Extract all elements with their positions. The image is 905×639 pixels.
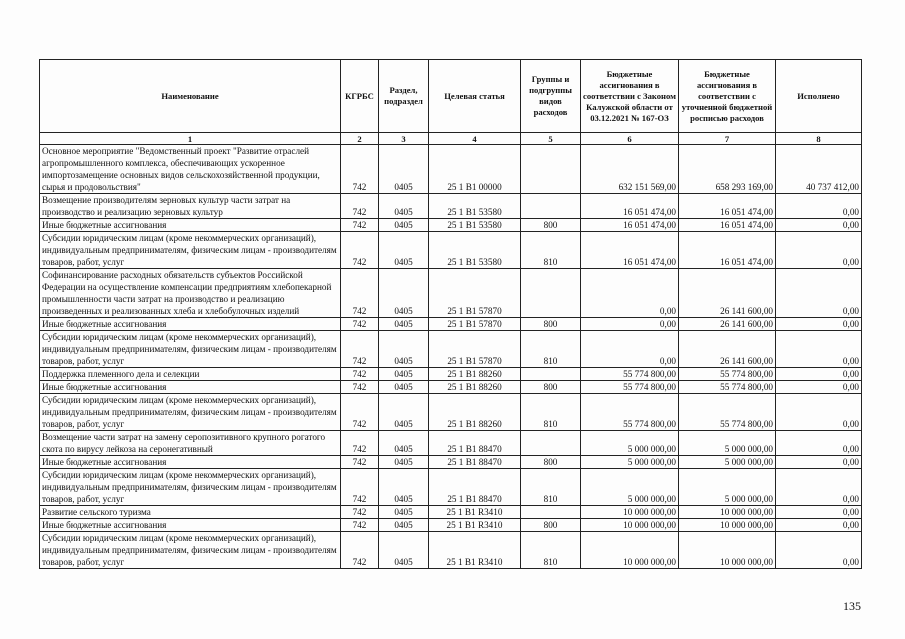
cell-executed: 0,00 [776, 469, 862, 506]
header-revised-allocations: Бюджетные ассигнования в соответствии с уточненной бюджетной росписью расходов [679, 60, 776, 133]
cell-revised-allocation: 10 000 000,00 [679, 506, 776, 519]
cell-executed: 0,00 [776, 456, 862, 469]
cell-section: 0405 [379, 232, 429, 269]
cell-law-allocation: 10 000 000,00 [581, 519, 679, 532]
cell-executed: 0,00 [776, 194, 862, 219]
cell-name: Субсидии юридическим лицам (кроме некоммерческих организаций), индивидуальным предпринимателям, физическим лицам - производителям товаров, работ, услуг [40, 469, 341, 506]
cell-section: 0405 [379, 194, 429, 219]
cell-section: 0405 [379, 394, 429, 431]
header-name: Наименование [40, 60, 341, 133]
cell-revised-allocation: 5 000 000,00 [679, 431, 776, 456]
cell-kgrbs: 742 [341, 368, 379, 381]
cell-section: 0405 [379, 331, 429, 368]
cell-expense-group [521, 368, 581, 381]
cell-expense-group [521, 145, 581, 194]
cell-kgrbs: 742 [341, 431, 379, 456]
cell-expense-group [521, 269, 581, 318]
cell-target-article: 25 1 B1 00000 [429, 145, 521, 194]
cell-law-allocation: 16 051 474,00 [581, 232, 679, 269]
cell-revised-allocation: 26 141 600,00 [679, 318, 776, 331]
column-number: 1 [40, 133, 341, 145]
table-row [40, 469, 862, 506]
budget-table [39, 59, 862, 569]
cell-expense-group [521, 506, 581, 519]
cell-revised-allocation: 55 774 800,00 [679, 381, 776, 394]
table-row [40, 219, 862, 232]
cell-revised-allocation: 26 141 600,00 [679, 269, 776, 318]
cell-name: Иные бюджетные ассигнования [40, 519, 341, 532]
cell-executed: 0,00 [776, 368, 862, 381]
cell-section: 0405 [379, 318, 429, 331]
cell-law-allocation: 16 051 474,00 [581, 219, 679, 232]
header-section: Раздел, подраздел [379, 60, 429, 133]
cell-executed: 40 737 412,00 [776, 145, 862, 194]
table-row [40, 394, 862, 431]
cell-expense-group: 800 [521, 456, 581, 469]
cell-target-article: 25 1 B1 53580 [429, 219, 521, 232]
cell-expense-group: 810 [521, 394, 581, 431]
cell-executed: 0,00 [776, 219, 862, 232]
cell-target-article: 25 1 B1 88470 [429, 431, 521, 456]
cell-kgrbs: 742 [341, 519, 379, 532]
cell-target-article: 25 1 B1 88470 [429, 456, 521, 469]
cell-kgrbs: 742 [341, 232, 379, 269]
page-number: 135 [843, 599, 861, 613]
cell-target-article: 25 1 B1 53580 [429, 232, 521, 269]
table-row [40, 431, 862, 456]
cell-expense-group: 810 [521, 532, 581, 569]
cell-executed: 0,00 [776, 269, 862, 318]
cell-expense-group: 800 [521, 519, 581, 532]
column-number-row [40, 133, 862, 145]
cell-revised-allocation: 10 000 000,00 [679, 532, 776, 569]
cell-section: 0405 [379, 506, 429, 519]
cell-revised-allocation: 16 051 474,00 [679, 194, 776, 219]
cell-target-article: 25 1 B1 57870 [429, 269, 521, 318]
cell-law-allocation: 10 000 000,00 [581, 532, 679, 569]
cell-expense-group: 800 [521, 381, 581, 394]
cell-name: Субсидии юридическим лицам (кроме некоммерческих организаций), индивидуальным предпринимателям, физическим лицам - производителям товаров, работ, услуг [40, 532, 341, 569]
table-row [40, 194, 862, 219]
cell-target-article: 25 1 B1 88470 [429, 469, 521, 506]
cell-kgrbs: 742 [341, 381, 379, 394]
header-executed: Исполнено [776, 60, 862, 133]
cell-kgrbs: 742 [341, 219, 379, 232]
table-row [40, 232, 862, 269]
cell-kgrbs: 742 [341, 469, 379, 506]
cell-target-article: 25 1 B1 88260 [429, 368, 521, 381]
header-kgrbs: КГРБС [341, 60, 379, 133]
cell-target-article: 25 1 B1 R3410 [429, 506, 521, 519]
cell-kgrbs: 742 [341, 194, 379, 219]
cell-expense-group [521, 194, 581, 219]
table-row [40, 331, 862, 368]
cell-name: Субсидии юридическим лицам (кроме некоммерческих организаций), индивидуальным предпринимателям, физическим лицам - производителям товаров, работ, услуг [40, 394, 341, 431]
cell-name: Возмещение части затрат на замену серопозитивного крупного рогатого скота по вирусу лейкоза на серонегативный [40, 431, 341, 456]
cell-name: Иные бюджетные ассигнования [40, 318, 341, 331]
cell-target-article: 25 1 B1 53580 [429, 194, 521, 219]
cell-name: Субсидии юридическим лицам (кроме некоммерческих организаций), индивидуальным предпринимателям, физическим лицам - производителям товаров, работ, услуг [40, 232, 341, 269]
cell-kgrbs: 742 [341, 394, 379, 431]
column-number: 6 [581, 133, 679, 145]
cell-revised-allocation: 55 774 800,00 [679, 368, 776, 381]
cell-kgrbs: 742 [341, 318, 379, 331]
cell-target-article: 25 1 B1 57870 [429, 318, 521, 331]
cell-law-allocation: 0,00 [581, 318, 679, 331]
cell-section: 0405 [379, 469, 429, 506]
cell-law-allocation: 632 151 569,00 [581, 145, 679, 194]
cell-executed: 0,00 [776, 431, 862, 456]
cell-executed: 0,00 [776, 519, 862, 532]
cell-target-article: 25 1 B1 88260 [429, 394, 521, 431]
cell-name: Софинансирование расходных обязательств субъектов Российской Федерации на осуществление компенсации предприятиям хлебопекарной промышленности части затрат на производство и реализацию произведенных и реализованных хлеба и хлебобулочных изделий [40, 269, 341, 318]
cell-expense-group: 810 [521, 469, 581, 506]
cell-law-allocation: 10 000 000,00 [581, 506, 679, 519]
cell-law-allocation: 5 000 000,00 [581, 431, 679, 456]
column-number: 2 [341, 133, 379, 145]
cell-executed: 0,00 [776, 381, 862, 394]
cell-target-article: 25 1 B1 57870 [429, 331, 521, 368]
cell-revised-allocation: 10 000 000,00 [679, 519, 776, 532]
table-row [40, 506, 862, 519]
table-row [40, 456, 862, 469]
cell-name: Иные бюджетные ассигнования [40, 219, 341, 232]
table-row [40, 269, 862, 318]
cell-name: Иные бюджетные ассигнования [40, 456, 341, 469]
cell-law-allocation: 55 774 800,00 [581, 381, 679, 394]
table-body [40, 145, 862, 569]
cell-section: 0405 [379, 368, 429, 381]
cell-name: Основное мероприятие "Ведомственный проект "Развитие отраслей агропромышленного комплекса, обеспечивающих ускоренное импортозамещение основных видов сельскохозяйственной продукции, сырья и продовольствия" [40, 145, 341, 194]
table-row [40, 318, 862, 331]
cell-revised-allocation: 5 000 000,00 [679, 456, 776, 469]
column-number: 5 [521, 133, 581, 145]
cell-section: 0405 [379, 219, 429, 232]
cell-executed: 0,00 [776, 318, 862, 331]
cell-kgrbs: 742 [341, 145, 379, 194]
cell-revised-allocation: 26 141 600,00 [679, 331, 776, 368]
cell-section: 0405 [379, 431, 429, 456]
cell-executed: 0,00 [776, 331, 862, 368]
cell-kgrbs: 742 [341, 506, 379, 519]
table-row [40, 145, 862, 194]
cell-revised-allocation: 55 774 800,00 [679, 394, 776, 431]
cell-target-article: 25 1 B1 R3410 [429, 532, 521, 569]
table-row [40, 381, 862, 394]
cell-target-article: 25 1 B1 R3410 [429, 519, 521, 532]
cell-executed: 0,00 [776, 232, 862, 269]
cell-name: Развитие сельского туризма [40, 506, 341, 519]
cell-executed: 0,00 [776, 506, 862, 519]
cell-expense-group: 800 [521, 318, 581, 331]
cell-expense-group: 810 [521, 232, 581, 269]
cell-target-article: 25 1 B1 88260 [429, 381, 521, 394]
table-row [40, 519, 862, 532]
cell-expense-group: 800 [521, 219, 581, 232]
cell-section: 0405 [379, 145, 429, 194]
table-row [40, 368, 862, 381]
header-law-allocations: Бюджетные ассигнования в соответствии с Законом Калужской области от 03.12.2021 № 167-ОЗ [581, 60, 679, 133]
cell-kgrbs: 742 [341, 269, 379, 318]
cell-revised-allocation: 16 051 474,00 [679, 232, 776, 269]
cell-law-allocation: 5 000 000,00 [581, 469, 679, 506]
cell-section: 0405 [379, 456, 429, 469]
cell-law-allocation: 16 051 474,00 [581, 194, 679, 219]
table-header-row [40, 60, 862, 133]
column-number: 4 [429, 133, 521, 145]
cell-executed: 0,00 [776, 532, 862, 569]
cell-law-allocation: 55 774 800,00 [581, 368, 679, 381]
cell-expense-group: 810 [521, 331, 581, 368]
cell-section: 0405 [379, 269, 429, 318]
cell-revised-allocation: 16 051 474,00 [679, 219, 776, 232]
cell-law-allocation: 0,00 [581, 331, 679, 368]
column-number: 7 [679, 133, 776, 145]
cell-revised-allocation: 658 293 169,00 [679, 145, 776, 194]
cell-section: 0405 [379, 519, 429, 532]
cell-name: Субсидии юридическим лицам (кроме некоммерческих организаций), индивидуальным предпринимателям, физическим лицам - производителям товаров, работ, услуг [40, 331, 341, 368]
column-number: 8 [776, 133, 862, 145]
column-number: 3 [379, 133, 429, 145]
table-row [40, 532, 862, 569]
cell-law-allocation: 0,00 [581, 269, 679, 318]
cell-revised-allocation: 5 000 000,00 [679, 469, 776, 506]
cell-kgrbs: 742 [341, 331, 379, 368]
header-expense-group: Группы и подгруппы видов расходов [521, 60, 581, 133]
cell-name: Возмещение производителям зерновых культур части затрат на производство и реализацию зерновых культур [40, 194, 341, 219]
cell-kgrbs: 742 [341, 532, 379, 569]
cell-name: Поддержка племенного дела и селекции [40, 368, 341, 381]
cell-expense-group [521, 431, 581, 456]
cell-section: 0405 [379, 532, 429, 569]
cell-law-allocation: 55 774 800,00 [581, 394, 679, 431]
cell-executed: 0,00 [776, 394, 862, 431]
cell-name: Иные бюджетные ассигнования [40, 381, 341, 394]
header-target-article: Целевая статья [429, 60, 521, 133]
cell-law-allocation: 5 000 000,00 [581, 456, 679, 469]
cell-section: 0405 [379, 381, 429, 394]
cell-kgrbs: 742 [341, 456, 379, 469]
